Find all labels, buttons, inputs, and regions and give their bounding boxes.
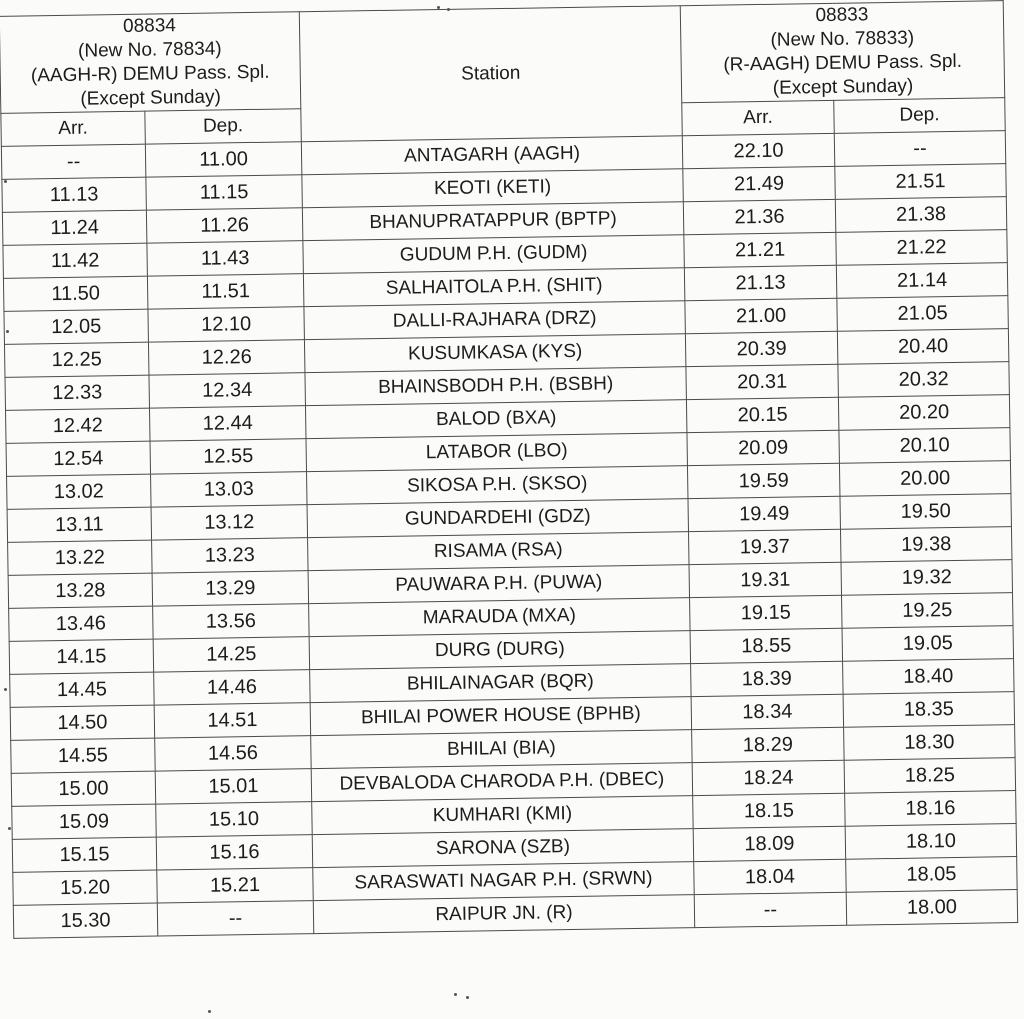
- up-train-new-number: (New No. 78833): [770, 27, 915, 51]
- scan-speck: [4, 180, 7, 183]
- up-dep-cell: 20.32: [838, 362, 1009, 398]
- up-arr-cell: 18.29: [692, 727, 844, 762]
- station-cell: LATABOR (LBO): [306, 433, 687, 472]
- down-arr-cell: 11.42: [3, 243, 148, 278]
- station-cell: SALHAITOLA P.H. (SHIT): [303, 268, 684, 307]
- up-dep-cell: --: [834, 131, 1005, 167]
- station-cell: DEVBALODA CHARODA P.H. (DBEC): [311, 763, 692, 802]
- up-arr-cell: 20.39: [685, 331, 837, 366]
- up-dep-cell: 21.22: [836, 230, 1007, 266]
- down-train-new-number: (New No. 78834): [77, 38, 222, 62]
- down-train-days: (Except Sunday): [80, 86, 222, 110]
- up-arr-cell: 19.37: [688, 529, 840, 564]
- down-dep-cell: 13.29: [152, 571, 308, 606]
- down-dep-cell: 14.25: [153, 637, 309, 672]
- timetable-body: [1, 131, 1017, 939]
- down-dep-cell: 13.12: [151, 505, 307, 540]
- down-arr-cell: 12.05: [4, 309, 149, 344]
- up-arr-cell: 18.34: [691, 694, 843, 729]
- down-arr-cell: 11.24: [2, 210, 147, 245]
- down-dep-cell: --: [157, 901, 313, 936]
- station-cell: BALOD (BXA): [305, 400, 686, 439]
- down-dep-cell: 14.56: [155, 736, 311, 771]
- up-arr-cell: 21.00: [685, 298, 837, 333]
- station-cell: BHANUPRATAPPUR (BPTP): [302, 202, 683, 241]
- down-dep-cell: 15.16: [156, 835, 312, 870]
- up-dep-cell: 20.40: [837, 329, 1008, 365]
- up-dep-cell: 18.35: [843, 692, 1014, 728]
- up-dep-cell: 18.10: [845, 824, 1016, 860]
- down-arr-cell: 14.15: [9, 639, 154, 674]
- down-dep-cell: 14.51: [154, 703, 310, 738]
- up-train-route: (R-AAGH) DEMU Pass. Spl.: [723, 50, 963, 76]
- up-dep-cell: 19.38: [840, 527, 1011, 563]
- up-dep-cell: 18.00: [846, 890, 1017, 926]
- up-arr-cell: 20.31: [686, 364, 838, 399]
- up-arr-cell: 18.55: [690, 628, 842, 663]
- down-arr-cell: 12.42: [6, 408, 151, 443]
- scan-speck: [454, 993, 457, 996]
- down-dep-cell: 15.01: [155, 769, 311, 804]
- down-dep-cell: 13.56: [153, 604, 309, 639]
- up-dep-cell: 19.25: [842, 593, 1013, 629]
- up-arr-cell: 22.10: [682, 133, 834, 168]
- down-arr-cell: 15.30: [13, 903, 158, 938]
- down-train-route: (AAGH-R) DEMU Pass. Spl.: [30, 61, 270, 87]
- up-dep-header: Dep.: [834, 98, 1005, 134]
- scan-speck: [208, 1010, 211, 1013]
- down-dep-cell: 15.21: [157, 868, 313, 903]
- up-dep-cell: 21.05: [837, 296, 1008, 332]
- down-arr-cell: 15.00: [11, 771, 156, 806]
- station-cell: BHILAI (BIA): [311, 730, 692, 769]
- up-dep-cell: 18.25: [844, 758, 1015, 794]
- up-dep-cell: 19.50: [840, 494, 1011, 530]
- header-row: [0, 1, 1005, 114]
- up-train-number: 08833: [815, 4, 869, 27]
- station-cell: KUMHARI (KMI): [312, 796, 693, 835]
- up-arr-cell: 18.39: [691, 661, 843, 696]
- down-arr-cell: 13.02: [7, 474, 152, 509]
- up-arr-cell: 18.24: [692, 760, 844, 795]
- up-dep-cell: 20.10: [839, 428, 1010, 464]
- station-cell: BHILAINAGAR (BQR): [310, 664, 691, 703]
- down-dep-cell: 12.34: [149, 373, 305, 408]
- station-cell: PAUWARA P.H. (PUWA): [308, 565, 689, 604]
- up-arr-cell: 19.15: [690, 595, 842, 630]
- down-arr-cell: 13.22: [8, 540, 153, 575]
- scan-speck: [6, 330, 9, 333]
- up-arr-cell: 21.13: [684, 265, 836, 300]
- scan-speck: [4, 688, 7, 691]
- station-cell: MARAUDA (MXA): [309, 598, 690, 637]
- station-cell: RISAMA (RSA): [308, 532, 689, 571]
- up-train-days: (Except Sunday): [772, 75, 914, 99]
- up-arr-cell: 19.59: [687, 463, 839, 498]
- down-dep-cell: 12.55: [150, 439, 306, 474]
- up-arr-cell: 19.49: [688, 496, 840, 531]
- up-arr-cell: --: [694, 892, 846, 927]
- down-arr-cell: 14.55: [11, 738, 156, 773]
- down-arr-cell: 15.20: [13, 870, 158, 905]
- down-dep-cell: 14.46: [154, 670, 310, 705]
- up-arr-header: Arr.: [682, 100, 834, 135]
- station-cell: RAIPUR JN. (R): [313, 895, 694, 934]
- down-arr-cell: 11.50: [3, 276, 148, 311]
- down-arr-cell: 14.50: [10, 705, 155, 740]
- down-arr-cell: 12.25: [4, 342, 149, 377]
- up-dep-cell: 20.00: [839, 461, 1010, 497]
- down-arr-cell: 15.15: [12, 837, 157, 872]
- station-header: Station: [299, 6, 682, 142]
- station-cell: DALLI-RAJHARA (DRZ): [304, 301, 685, 340]
- down-dep-cell: 11.26: [146, 208, 302, 243]
- up-arr-cell: 18.09: [693, 826, 845, 861]
- station-cell: SARONA (SZB): [312, 829, 693, 868]
- down-arr-cell: 14.45: [10, 672, 155, 707]
- station-cell: DURG (DURG): [309, 631, 690, 670]
- down-train-number: 08834: [122, 15, 177, 37]
- down-dep-cell: 11.15: [146, 175, 302, 210]
- down-arr-cell: 11.13: [2, 177, 147, 212]
- station-cell: GUNDARDEHI (GDZ): [307, 499, 688, 538]
- station-cell: BHILAI POWER HOUSE (BPHB): [310, 697, 691, 736]
- up-dep-cell: 19.05: [842, 626, 1013, 662]
- up-arr-cell: 21.36: [683, 199, 835, 234]
- scan-speck: [447, 8, 450, 11]
- up-dep-cell: 21.14: [836, 263, 1007, 299]
- up-arr-cell: 20.15: [686, 397, 838, 432]
- up-arr-cell: 18.04: [694, 859, 846, 894]
- station-cell: SARASWATI NAGAR P.H. (SRWN): [313, 862, 694, 901]
- up-dep-cell: 18.30: [844, 725, 1015, 761]
- scan-speck: [466, 996, 469, 999]
- down-dep-header: Dep.: [145, 109, 301, 144]
- up-dep-cell: 18.16: [845, 791, 1016, 827]
- down-dep-cell: 12.26: [148, 340, 304, 375]
- down-arr-cell: 13.28: [8, 573, 153, 608]
- down-dep-cell: 11.51: [147, 274, 303, 309]
- up-arr-cell: 21.21: [684, 232, 836, 267]
- down-train-header: [0, 12, 301, 114]
- up-dep-cell: 21.51: [835, 164, 1006, 200]
- down-dep-cell: 11.43: [147, 241, 303, 276]
- station-cell: KUSUMKASA (KYS): [304, 334, 685, 373]
- down-arr-cell: --: [1, 144, 146, 179]
- station-cell: BHAINSBODH P.H. (BSBH): [305, 367, 686, 406]
- up-arr-cell: 18.15: [693, 793, 845, 828]
- down-arr-cell: 13.11: [7, 507, 152, 542]
- scan-speck: [8, 827, 11, 830]
- down-dep-cell: 13.03: [151, 472, 307, 507]
- station-cell: ANTAGARH (AAGH): [301, 136, 682, 175]
- down-dep-cell: 15.10: [156, 802, 312, 837]
- scan-speck: [437, 6, 440, 9]
- up-dep-cell: 20.20: [838, 395, 1009, 431]
- station-cell: GUDUM P.H. (GUDM): [303, 235, 684, 274]
- up-dep-cell: 19.32: [841, 560, 1012, 596]
- station-cell: KEOTI (KETI): [302, 169, 683, 208]
- down-dep-cell: 12.44: [149, 406, 305, 441]
- down-arr-cell: 12.33: [5, 375, 150, 410]
- down-dep-cell: 11.00: [145, 142, 301, 177]
- up-arr-cell: 19.31: [689, 562, 841, 597]
- up-dep-cell: 21.38: [835, 197, 1006, 233]
- up-dep-cell: 18.05: [846, 857, 1017, 893]
- down-arr-cell: 15.09: [12, 804, 157, 839]
- up-arr-cell: 21.49: [683, 166, 835, 201]
- station-cell: SIKOSA P.H. (SKSO): [307, 466, 688, 505]
- up-arr-cell: 20.09: [687, 430, 839, 465]
- down-arr-cell: 13.46: [9, 606, 154, 641]
- down-arr-cell: 12.54: [6, 441, 151, 476]
- up-dep-cell: 18.40: [843, 659, 1014, 695]
- down-arr-header: Arr.: [1, 111, 146, 146]
- down-dep-cell: 13.23: [152, 538, 308, 573]
- up-train-header: [680, 1, 1004, 103]
- down-dep-cell: 12.10: [148, 307, 304, 342]
